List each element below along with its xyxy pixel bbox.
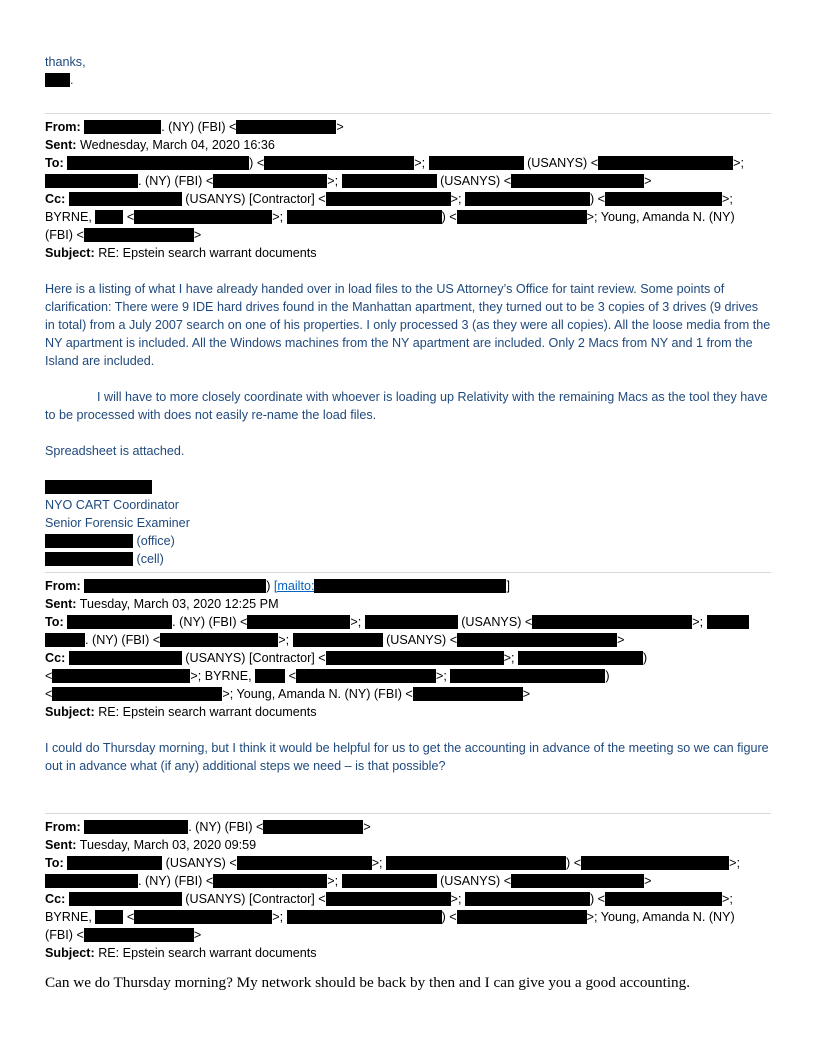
redaction: [67, 856, 162, 870]
cc-text: >; Young, Amanda N. (NY): [586, 910, 735, 924]
redaction: [45, 73, 70, 87]
to-text: >;: [729, 856, 740, 870]
redaction: [511, 174, 644, 188]
cc-text: >;: [722, 892, 733, 906]
cc-text: >;: [722, 192, 733, 206]
from-end: ]: [506, 579, 510, 593]
redaction: [450, 669, 605, 683]
email-body-3: Can we do Thursday morning? My network should be back by then and I can give you a good accounting.: [45, 974, 691, 991]
redaction: [67, 156, 249, 170]
to-text: >;: [414, 156, 426, 170]
to-text: (USANYS) <: [461, 615, 533, 629]
redaction: [160, 633, 278, 647]
redaction: [84, 579, 266, 593]
to-text: (USANYS) <: [386, 633, 458, 647]
email-thread: [45, 53, 771, 992]
redaction: [45, 174, 138, 188]
redaction: [264, 156, 414, 170]
redaction: [263, 820, 363, 834]
email-header-3: [45, 818, 771, 962]
cc-text: BYRNE,: [45, 910, 92, 924]
cc-text: <: [288, 669, 296, 683]
to-text: (USANYS) <: [165, 856, 237, 870]
cc-text: >: [193, 928, 202, 942]
subject-label: Subject:: [45, 705, 95, 719]
redaction: [134, 210, 272, 224]
redaction: [457, 210, 587, 224]
redaction: [69, 192, 182, 206]
sent-date: Tuesday, March 03, 2020 09:59: [79, 838, 257, 852]
email-body-2: I could do Thursday morning, but I think it would be helpful for us to get the accounting in advance of the meeting so we can figure out in advance what (if any) additional steps we need – is that possible?: [45, 741, 769, 773]
sig-title-2: Senior Forensic Examiner: [45, 516, 190, 530]
cc-text: ) <: [441, 210, 457, 224]
separator: [45, 813, 771, 814]
redaction: [581, 856, 729, 870]
sig-cell: (cell): [136, 552, 164, 566]
cc-text: <: [126, 910, 135, 924]
redaction: [314, 579, 506, 593]
redaction: [45, 633, 85, 647]
cc-text: <: [45, 669, 53, 683]
greeting: thanks,: [45, 55, 86, 69]
redaction: [429, 156, 524, 170]
redaction: [465, 192, 590, 206]
to-text: (USANYS) <: [527, 156, 599, 170]
email-header-2: [45, 577, 771, 721]
cc-text: >;: [272, 910, 284, 924]
mailto-link[interactable]: [mailto:: [273, 579, 315, 593]
cc-text: >;: [272, 210, 284, 224]
cc-label: Cc:: [45, 892, 66, 906]
redaction: [45, 480, 152, 494]
cc-text: ) <: [589, 892, 606, 906]
redaction: [605, 892, 722, 906]
cc-text: >;: [450, 192, 462, 206]
cc-label: Cc:: [45, 192, 66, 206]
cc-text: (USANYS) [Contractor] <: [185, 192, 326, 206]
to-text: >: [644, 874, 652, 888]
cc-text: >: [522, 687, 531, 701]
sent-date: Wednesday, March 04, 2020 16:36: [79, 138, 275, 152]
cc-text: ): [642, 651, 648, 665]
redaction: [45, 874, 138, 888]
cc-text: >; Young, Amanda N. (NY) (FBI) <: [222, 687, 413, 701]
redaction: [236, 120, 336, 134]
to-text: . (NY) (FBI) <: [138, 174, 214, 188]
to-text: >;: [350, 615, 362, 629]
redaction: [84, 228, 194, 242]
sig-office: (office): [136, 534, 175, 548]
redaction: [213, 174, 327, 188]
from-label: From:: [45, 120, 81, 134]
cc-label: Cc:: [45, 651, 66, 665]
cc-text: >;: [450, 892, 462, 906]
redaction: [518, 651, 643, 665]
redaction: [413, 687, 523, 701]
to-label: To:: [45, 856, 64, 870]
cc-text: ) <: [589, 192, 606, 206]
signature: [45, 478, 771, 568]
sent-label: Sent:: [45, 838, 77, 852]
sig-title-1: NYO CART Coordinator: [45, 498, 179, 512]
cc-text: >;: [435, 669, 447, 683]
redaction: [287, 210, 442, 224]
cc-text: (USANYS) [Contractor] <: [185, 651, 326, 665]
signoff-line: [45, 71, 771, 89]
to-text: >: [617, 633, 625, 647]
redaction: [598, 156, 733, 170]
redaction: [237, 856, 372, 870]
cc-text: (USANYS) [Contractor] <: [185, 892, 326, 906]
redaction: [326, 651, 504, 665]
cc-text: >: [193, 228, 202, 242]
subject-label: Subject:: [45, 946, 95, 960]
to-text: >;: [371, 856, 383, 870]
redaction: [84, 928, 194, 942]
redaction: [342, 874, 437, 888]
redaction: [69, 892, 182, 906]
subject: RE: Epstein search warrant documents: [98, 705, 317, 719]
subject-label: Subject:: [45, 246, 95, 260]
redaction: [365, 615, 458, 629]
from-text: . (NY) (FBI) <: [188, 820, 264, 834]
redaction: [326, 192, 451, 206]
to-text: >;: [327, 174, 339, 188]
from-end: >: [336, 120, 344, 134]
redaction: [95, 910, 123, 924]
from-text: ): [266, 579, 271, 593]
to-text: >;: [327, 874, 339, 888]
redaction: [45, 534, 133, 548]
separator: [45, 113, 771, 114]
sent-label: Sent:: [45, 138, 77, 152]
separator: [45, 572, 771, 573]
redaction: [69, 651, 182, 665]
to-label: To:: [45, 156, 64, 170]
redaction: [457, 633, 617, 647]
to-text: ) <: [249, 156, 265, 170]
redaction: [84, 120, 161, 134]
redaction: [326, 892, 451, 906]
cc-text: >; Young, Amanda N. (NY): [586, 210, 735, 224]
redaction: [52, 687, 222, 701]
subject: RE: Epstein search warrant documents: [98, 946, 317, 960]
redaction: [511, 874, 644, 888]
from-text: . (NY) (FBI) <: [161, 120, 237, 134]
to-text: (USANYS) <: [440, 174, 512, 188]
to-text: ) <: [566, 856, 582, 870]
redaction: [52, 669, 190, 683]
to-text: . (NY) (FBI) <: [138, 874, 214, 888]
redaction: [67, 615, 172, 629]
cc-text: >;: [503, 651, 515, 665]
email-body-1-paragraph-1: Here is a listing of what I have already handed over in load files to the US Attorney’s Office for taint review. Some points of clarification: There were 9 IDE hard drives found in the Manhattan apartment, they turned out to be 3 copies of 3 drives (9 drives in total) from a July 2007 search on one of his properties. I only processed 3 (as they were all copies). All the loose media from the NY apartment is included. All the Windows machines from the NY apartment are included. Only 2 Macs from NY and 1 from the Island are included.: [45, 282, 771, 368]
cc-text: <: [126, 210, 135, 224]
from-label: From:: [45, 820, 81, 834]
cc-text: ): [605, 669, 610, 683]
from-end: >: [363, 820, 371, 834]
subject: RE: Epstein search warrant documents: [98, 246, 317, 260]
redaction: [45, 552, 133, 566]
redaction: [213, 874, 327, 888]
redaction: [293, 633, 383, 647]
redaction: [84, 820, 188, 834]
to-text: (USANYS) <: [440, 874, 512, 888]
redaction: [605, 192, 722, 206]
to-text: >: [644, 174, 652, 188]
email-body-1-paragraph-3: Spreadsheet is attached.: [45, 444, 185, 458]
sent-label: Sent:: [45, 597, 77, 611]
to-text: . (NY) (FBI) <: [172, 615, 248, 629]
to-text: >;: [692, 615, 704, 629]
cc-text: >; BYRNE,: [190, 669, 252, 683]
cc-text: BYRNE,: [45, 210, 92, 224]
sent-date: Tuesday, March 03, 2020 12:25 PM: [79, 597, 279, 611]
redaction: [296, 669, 436, 683]
redaction: [342, 174, 437, 188]
cc-text: (FBI) <: [45, 928, 84, 942]
redaction: [386, 856, 566, 870]
redaction: [465, 892, 590, 906]
email-header-1: [45, 118, 771, 262]
to-label: To:: [45, 615, 64, 629]
signoff-trail: .: [70, 73, 74, 87]
redaction: [255, 669, 285, 683]
redaction: [95, 210, 123, 224]
cc-text: ) <: [441, 910, 457, 924]
cc-text: <: [45, 687, 53, 701]
redaction: [532, 615, 692, 629]
cc-text: (FBI) <: [45, 228, 84, 242]
redaction: [707, 615, 749, 629]
to-text: >;: [733, 156, 744, 170]
to-text: . (NY) (FBI) <: [85, 633, 161, 647]
redaction: [457, 910, 587, 924]
from-label: From:: [45, 579, 81, 593]
redaction: [287, 910, 442, 924]
redaction: [134, 910, 272, 924]
email-body-1-paragraph-2: I will have to more closely coordinate with whoever is loading up Relativity with the remaining Macs as the tool they have to be processed with does not easily re-name the load files.: [45, 390, 768, 422]
redaction: [247, 615, 350, 629]
to-text: >;: [278, 633, 290, 647]
